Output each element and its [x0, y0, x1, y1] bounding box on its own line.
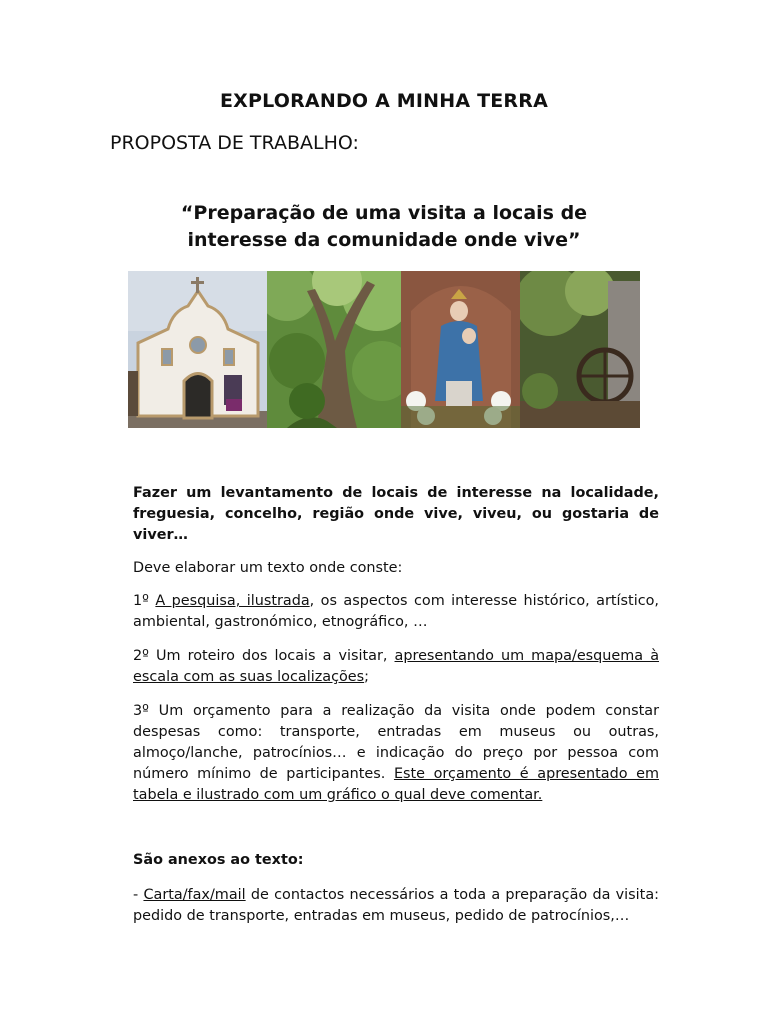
- item-1-text: , os aspectos com interesse histórico, artístico, ambiental, gastronómico, etnográfico, …: [133, 593, 659, 630]
- photo-collage: [128, 271, 640, 428]
- item-3-underlined: Este orçamento é apresentado em tabela e ilustrado com um gráfico o qual deve comentar.: [133, 766, 660, 803]
- annex-1-underlined: Carta/fax/mail: [143, 887, 246, 903]
- item-1-prefix: 1º: [133, 593, 156, 609]
- quote-heading: [0, 200, 768, 254]
- annex-1-prefix: -: [133, 887, 144, 903]
- annex-1-paragraph: [133, 885, 659, 927]
- quote-line-1: “Preparação de uma visita a locais de: [180, 202, 588, 224]
- quote-line-2: interesse da comunidade onde vive”: [187, 229, 581, 251]
- annex-1-text: de contactos necessários a toda a preparação da visita: pedido de transporte, entradas em museus, pedido de patrocínios,…: [133, 887, 659, 924]
- annex-heading: São anexos ao texto:: [133, 852, 304, 868]
- church-photo: [128, 271, 267, 428]
- intro-paragraph: Fazer um levantamento de locais de interesse na localidade, freguesia, concelho, região onde vive, viveu, ou gostaria de viver…: [133, 485, 659, 543]
- item-2-underlined: apresentando um mapa/esquema à escala com as suas localizações: [133, 648, 660, 685]
- page-title: EXPLORANDO A MINHA TERRA: [219, 90, 549, 112]
- item-3-text: 3º Um orçamento para a realização da visita onde podem constar despesas como: transporte, entradas em museus ou outras, almoço/lanche, patrocínios… e indicação do preço por pessoa com número mínimo de participantes.: [133, 703, 659, 782]
- item-2-text: ;: [364, 669, 370, 685]
- page-subtitle: PROPOSTA DE TRABALHO:: [110, 132, 359, 154]
- item-2-prefix: 2º Um roteiro dos locais a visitar,: [133, 648, 395, 664]
- tree-photo: [267, 271, 401, 428]
- item-3-paragraph: [133, 701, 659, 806]
- item-2-paragraph: [133, 646, 659, 688]
- item-1-paragraph: [133, 591, 659, 633]
- item-1-underlined: A pesquisa, ilustrada: [155, 593, 310, 609]
- instruction-paragraph: Deve elaborar um texto onde conste:: [133, 560, 403, 576]
- watermill-photo: [520, 271, 640, 428]
- saint-statue-photo: [401, 271, 520, 428]
